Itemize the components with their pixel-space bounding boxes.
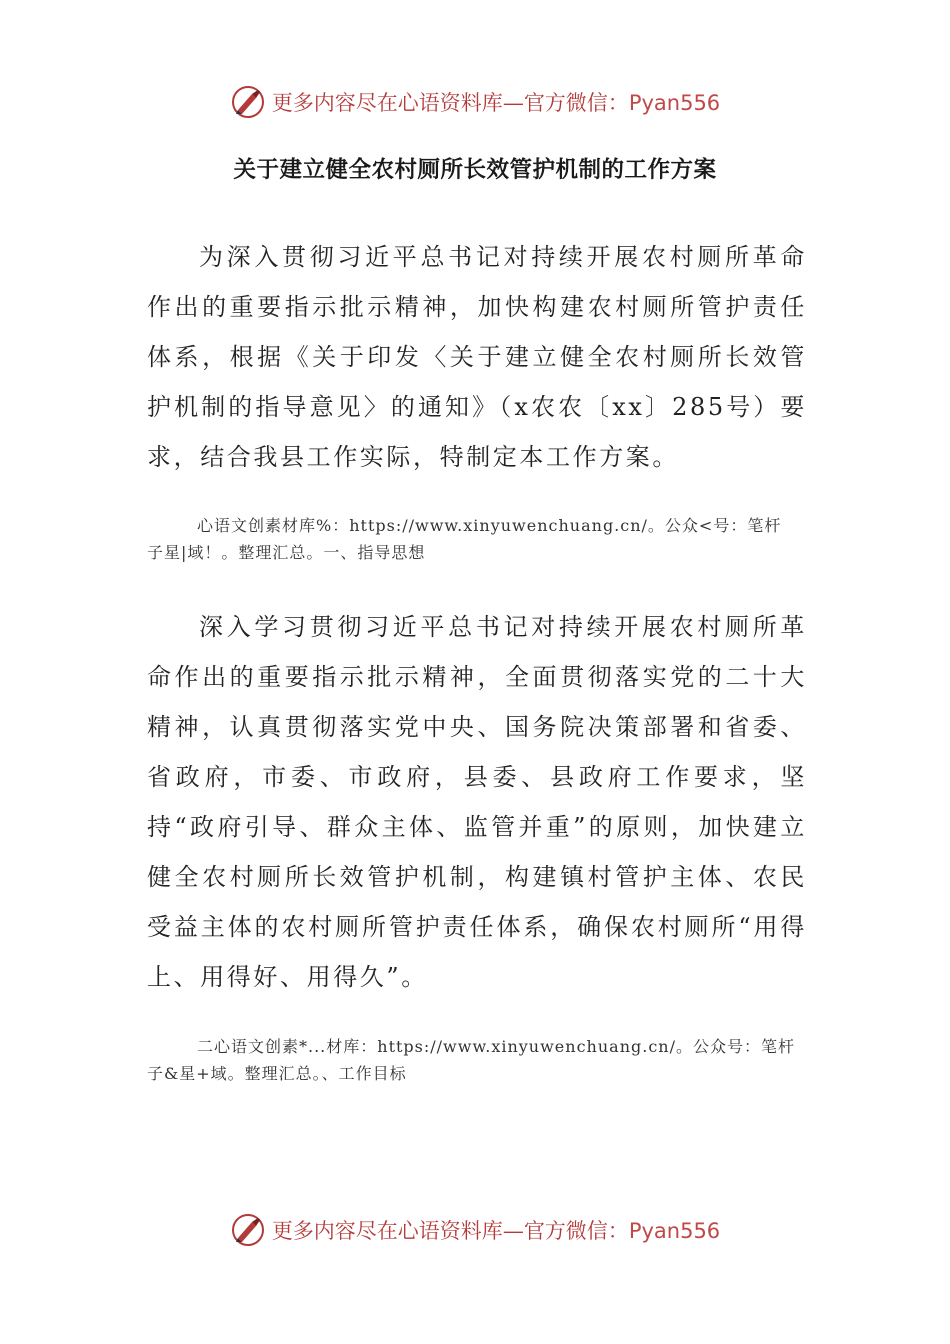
banner-text-group [272, 87, 720, 117]
banner-slogan: 更多内容尽在心语资料库 [271, 91, 503, 115]
banner-wechat-handle: Pyan556 [628, 1219, 721, 1243]
banner-dash: — [502, 1219, 524, 1243]
banner-dash: — [502, 91, 524, 115]
document-title: 关于建立健全农村厕所长效管护机制的工作方案 [233, 157, 717, 183]
banner-text-group [272, 1215, 720, 1245]
footer-banner [0, 1208, 950, 1252]
watermark-note-2: 二心语文创素*...材库：https://www.xinyuwenchuang.cn/。公众号：笔杆子&星+域。整理汇总。、工作目标 [147, 1037, 795, 1083]
pen-logo-icon [230, 84, 266, 120]
banner-slogan: 更多内容尽在心语资料库 [271, 1219, 503, 1243]
banner-wechat-label: 官方微信： [523, 1219, 629, 1243]
banner-wechat-label: 官方微信： [523, 91, 629, 115]
pen-logo-icon [230, 1212, 266, 1248]
banner-wechat-handle: Pyan556 [628, 91, 721, 115]
watermark-note-1: 心语文创素材库%：https://www.xinyuwenchuang.cn/。公众<号：笔杆子星|域！。整理汇总。一、指导思想 [147, 516, 782, 562]
paragraph-guiding-ideology: 深入学习贯彻习近平总书记对持续开展农村厕所革命作出的重要指示批示精神，全面贯彻落实党的二十大精神，认真贯彻落实党中央、国务院决策部署和省委、省政府，市委、市政府，县委、县政府工作要求，坚持“政府引导、群众主体、监管并重”的原则，加快建立健全农村厕所长效管护机制，构建镇村管护主体、农民受益主体的农村厕所管护责任体系，确保农村厕所“用得上、用得好、用得久”。 [147, 613, 807, 991]
header-banner [0, 80, 950, 124]
paragraph-intro: 为深入贯彻习近平总书记对持续开展农村厕所革命作出的重要指示批示精神，加快构建农村厕所管护责任体系，根据《关于印发〈关于建立健全农村厕所长效管护机制的指导意见〉的通知》（x农农〔xx〕285号）要求，结合我县工作实际，特制定本工作方案。 [147, 243, 807, 471]
